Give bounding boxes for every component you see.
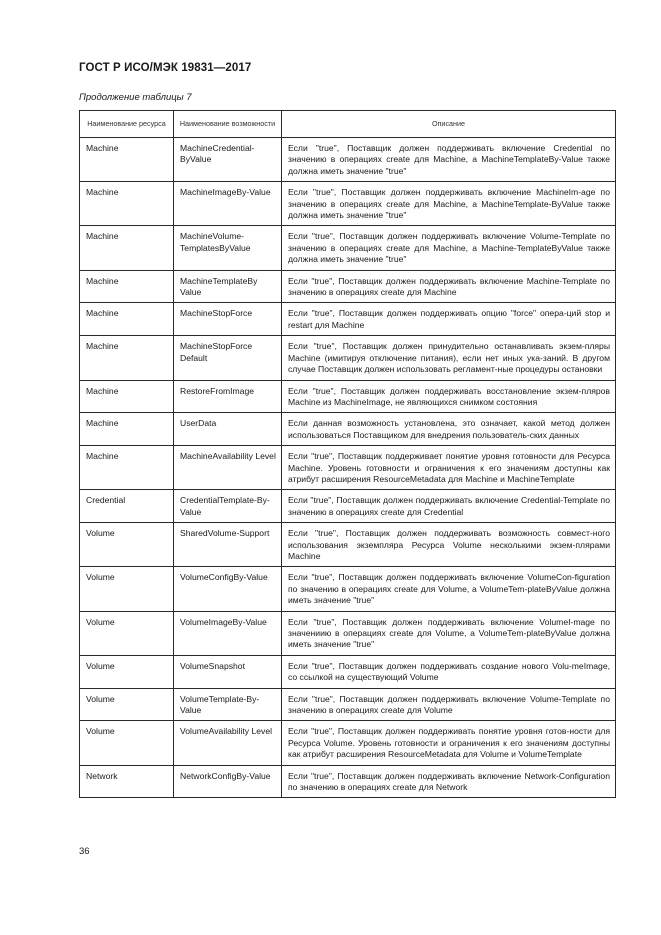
resource-cell: Volume (80, 611, 174, 655)
table-row (80, 303, 616, 336)
resource-cell: Volume (80, 523, 174, 567)
description-cell: Если "true", Поставщик должен поддерживать включение VolumeI-mage по значениию в операциях create для Volume, а VolumeTem-plateByValue должна иметь значение "true" (282, 611, 616, 655)
table-row (80, 138, 616, 182)
capability-cell: MachineCredential-ByValue (174, 138, 282, 182)
column-header-capability: Наименование возможности (174, 111, 282, 138)
description-cell: Если "true", Поставщик должен принудительно останавливать экзем-пляры Machine (имитируя отключение питания), если нет иных ука-заний. В другом случае Поставщик должен использовать регламент-ные процедуры остановки (282, 336, 616, 380)
table-row (80, 182, 616, 226)
table-row (80, 721, 616, 765)
page-number: 36 (79, 846, 90, 857)
description-cell: Если "true", Поставщик должен поддерживать опцию "force" опера-ций stop и restart для Machine (282, 303, 616, 336)
table-row (80, 490, 616, 523)
capability-cell: MachineStopForce Default (174, 336, 282, 380)
description-cell: Если "true", Поставщик должен поддерживать включение Machine-Template по значению в операциях create для Machine (282, 270, 616, 303)
description-cell: Если "true", Поставщик должен поддерживать включение MachineIm-age по значению в операциях create для Machine, а MachineTemplate-ByValue также должна иметь значение "true" (282, 182, 616, 226)
description-cell: Если данная возможность установлена, это означает, какой метод должен использоваться Поставщиком для внедрения пользователь-ских данных (282, 413, 616, 446)
resource-cell: Credential (80, 490, 174, 523)
description-cell: Если "true", Поставщик должен поддерживать включение Network-Configuration по значению в операциях create для Network (282, 765, 616, 798)
table-row (80, 567, 616, 611)
description-cell: Если "true", Поставщик должен поддерживать создание нового Volu-meImage, со ссылкой на существующий Volume (282, 655, 616, 688)
column-header-description: Описание (282, 111, 616, 138)
table-caption: Продолжение таблицы 7 (79, 92, 192, 103)
table-row (80, 611, 616, 655)
table-row (80, 655, 616, 688)
resource-cell: Machine (80, 336, 174, 380)
capability-cell: VolumeImageBy-Value (174, 611, 282, 655)
capability-cell: MachineAvailability Level (174, 446, 282, 490)
resource-cell: Machine (80, 226, 174, 270)
resource-cell: Machine (80, 380, 174, 413)
capability-cell: UserData (174, 413, 282, 446)
document-header: ГОСТ Р ИСО/МЭК 19831—2017 (79, 62, 252, 74)
description-cell: Если "true", Поставщик должен поддерживать включение Credential по значению в операциях create для Machine, а MachineTemplateBy-Value также должна иметь значение "true" (282, 138, 616, 182)
resource-cell: Volume (80, 721, 174, 765)
capability-cell: MachineVolume-TemplatesByValue (174, 226, 282, 270)
resource-cell: Machine (80, 270, 174, 303)
capability-cell: RestoreFromImage (174, 380, 282, 413)
capability-cell: VolumeTemplate-By-Value (174, 688, 282, 721)
capability-cell: MachineImageBy-Value (174, 182, 282, 226)
capabilities-table (79, 110, 616, 798)
resource-cell: Volume (80, 655, 174, 688)
table-row (80, 336, 616, 380)
capability-cell: VolumeSnapshot (174, 655, 282, 688)
table-row (80, 270, 616, 303)
table-row (80, 446, 616, 490)
table-row (80, 688, 616, 721)
table-row (80, 413, 616, 446)
description-cell: Если "true", Поставщик должен поддерживать включение VolumeCon-figuration по значению в операциях create для Volume, а VolumeTem-plateByValue должна иметь значение "true" (282, 567, 616, 611)
description-cell: Если "true", Поставщик должен поддерживать восстановление экзем-пляров Machine из MachineImage, не являющихся снимком состояния (282, 380, 616, 413)
capability-cell: MachineStopForce (174, 303, 282, 336)
description-cell: Если "true", Поставщик должен поддерживать включение Volume-Template по значению в операциях create для Volume (282, 688, 616, 721)
description-cell: Если "true", Поставщик должен поддерживать включение Credential-Template по значению в операциях create для Credential (282, 490, 616, 523)
description-cell: Если "true", Поставщик должен поддерживать понятие уровня готов-ности для Ресурса Volume. Уровень готовности и ограничения к его значениям доступны как атрибут расширения ResourceMetadata для Volume и VolumeTemplate (282, 721, 616, 765)
capability-cell: NetworkConfigBy-Value (174, 765, 282, 798)
capability-cell: SharedVolume-Support (174, 523, 282, 567)
table-row (80, 226, 616, 270)
capability-cell: CredentialTemplate-By-Value (174, 490, 282, 523)
table-row (80, 523, 616, 567)
resource-cell: Machine (80, 138, 174, 182)
capability-cell: VolumeAvailability Level (174, 721, 282, 765)
table-header-row (80, 111, 616, 138)
capability-cell: MachineTemplateBy Value (174, 270, 282, 303)
description-cell: Если "true", Поставщик должен поддерживать включение Volume-Template по значению в операциях create для Machine, а Machine-TemplateByValue также должна иметь значение "true" (282, 226, 616, 270)
column-header-resource: Наименование ресурса (80, 111, 174, 138)
resource-cell: Machine (80, 413, 174, 446)
table-row (80, 380, 616, 413)
description-cell: Если "true", Поставщик должен поддерживать возможность совмест-ного использования экземпляра Ресурса Volume несколькими экзем-плярами Machine (282, 523, 616, 567)
resource-cell: Volume (80, 567, 174, 611)
resource-cell: Volume (80, 688, 174, 721)
capability-cell: VolumeConfigBy-Value (174, 567, 282, 611)
resource-cell: Network (80, 765, 174, 798)
resource-cell: Machine (80, 303, 174, 336)
resource-cell: Machine (80, 446, 174, 490)
table-row (80, 765, 616, 798)
description-cell: Если "true", Поставщик поддерживает понятие уровня готовности для Ресурса Machine. Уровень готовности и ограничения к его значениям доступны как атрибут расширения ResourceMetadata для Machine и MachineTemplate (282, 446, 616, 490)
resource-cell: Machine (80, 182, 174, 226)
